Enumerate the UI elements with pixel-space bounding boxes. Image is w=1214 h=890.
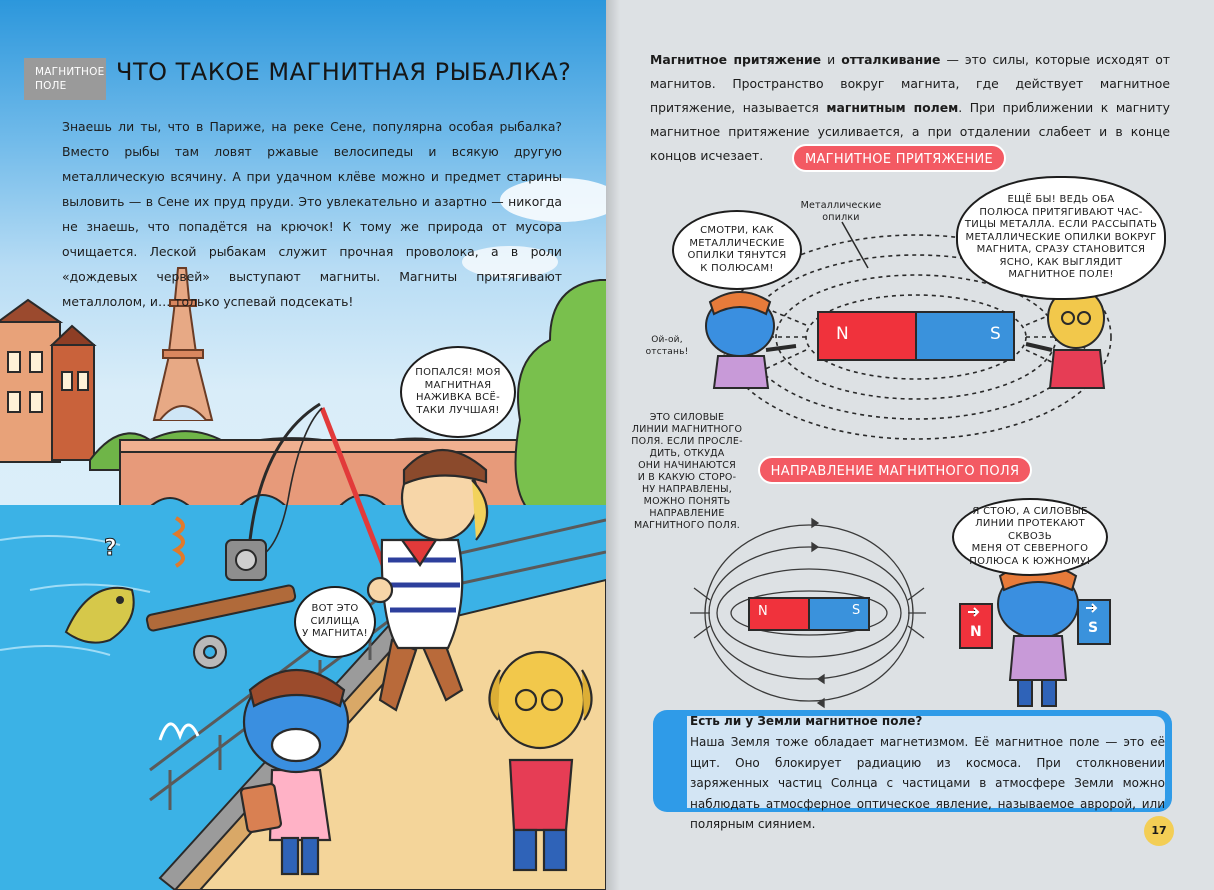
info-box-body: Наша Земля тоже обладает магнетизмом. Её магнитное поле — это её щит. Оно блокирует радиацию из космоса. При столкновении заряженных частиц Солнца с частицами в атмосфере Земли можно наблюдать атмосферное оптическое явление, называемое авророй, или полярным сиянием. [690, 735, 1165, 831]
card-s-label: S [1088, 620, 1099, 636]
section-tab-line-2: ПОЛЕ [35, 80, 67, 92]
heading-field-direction: НАПРАВЛЕНИЕ МАГНИТНОГО ПОЛЯ [758, 456, 1032, 484]
filings-label: Металлические опилки [800, 200, 882, 223]
speech-bubble-cat-bottom: Я СТОЮ, А СИЛОВЫЕ ЛИНИИ ПРОТЕКАЮТ СКВОЗЬ МЕНЯ ОТ СЕВЕРНОГО ПОЛЮСА К ЮЖНОМУ! [952, 498, 1108, 576]
houses-drawing [0, 300, 94, 462]
term-attraction: Магнитное притяжение [650, 52, 822, 67]
term-magnetic-field: магнитным полем [826, 100, 959, 115]
info-box-title: Есть ли у Земли магнитное поле? [690, 714, 923, 728]
right-intro-paragraph: Магнитное притяжение и отталкивание — это силы, которые исходят от магнитов. Пространство вокруг магнита, где действует магнитное притяжение, называется магнитным полем. При приближении к магниту магнитное притяжение усиливается, а при отдалении слабеет и в конце концов исчезает. [650, 52, 1170, 163]
question-mark: ? [104, 536, 117, 561]
speech-bubble-cat-top: СМОТРИ, КАК МЕТАЛЛИЧЕСКИЕ ОПИЛКИ ТЯНУТСЯ К ПОЛЮСАМ! [672, 210, 802, 290]
card-n-label: N [970, 624, 982, 640]
right-page [606, 0, 1214, 890]
cat-exclaim: Ой-ой, отстань! [645, 335, 689, 357]
section-tab [24, 58, 106, 100]
section-tab-line-1: МАГНИТНОЕ [35, 66, 105, 78]
magnet-top-s-label: S [990, 324, 1001, 344]
dog-character-top [1026, 288, 1104, 388]
field-lines-caption: ЭТО СИЛОВЫЕ ЛИНИИ МАГНИТНОГО ПОЛЯ. ЕСЛИ ПРОСЛЕ- ДИТЬ, ОТКУДА ОНИ НАЧИНАЮТСЯ И В КАКУЮ СТОРО- НУ НАПРАВЛЕНЫ, МОЖНО ПОНЯТЬ НАПРАВЛЕНИЕ МАГНИТНОГО ПОЛЯ. [631, 412, 743, 531]
heading-magnetic-attraction: МАГНИТНОЕ ПРИТЯЖЕНИЕ [792, 144, 1006, 172]
speech-bubble-dog-top: ЕЩЁ БЫ! ВЕДЬ ОБА ПОЛЮСА ПРИТЯГИВАЮТ ЧАС- ТИЦЫ МЕТАЛЛА. ЕСЛИ РАССЫПАТЬ МЕТАЛЛИЧЕСКИЕ ОПИЛКИ ВОКРУГ МАГНИТА, СРАЗУ СТАНОВИТСЯ ЯСНО, КАК ВЫГЛЯДИТ МАГНИТНОЕ ПОЛЕ! [956, 176, 1166, 300]
term-repulsion: отталкивание [841, 52, 941, 67]
left-page [0, 0, 606, 890]
magnet-top-n-label: N [836, 324, 849, 344]
magnet-bottom-s-label: S [852, 603, 861, 618]
cat-character-top [706, 292, 796, 388]
page-title: ЧТО ТАКОЕ МАГНИТНАЯ РЫБАЛКА? [116, 58, 572, 86]
speech-bubble-fisherman: ПОПАЛСЯ! МОЯ МАГНИТНАЯ НАЖИВКА ВСЁ- ТАКИ ЛУЧШАЯ! [400, 346, 516, 438]
magnet-bottom-n-label: N [758, 604, 768, 619]
speech-bubble-cat: ВОТ ЭТО СИЛИЩА У МАГНИТА! [294, 586, 376, 658]
page-number: 17 [1144, 816, 1174, 846]
left-intro-paragraph: Знаешь ли ты, что в Париже, на реке Сене, популярна особая рыбалка? Вместо рыбы там ловят ржавые велосипеды и всякую другую металлическую всячину. А при удачном клёве можно и предмет старины выловить — в Сене их пруд пруди. Это увлекательно и азартно — никогда не знаешь, что попадётся на крючок! К тому же природа от мусора очищается. Леской рыбакам служит прочная проволока, а в роли «дождевых червей» выступают магниты. Магниты притягивают металлолом, и… только успевай подсекать! [62, 119, 562, 309]
